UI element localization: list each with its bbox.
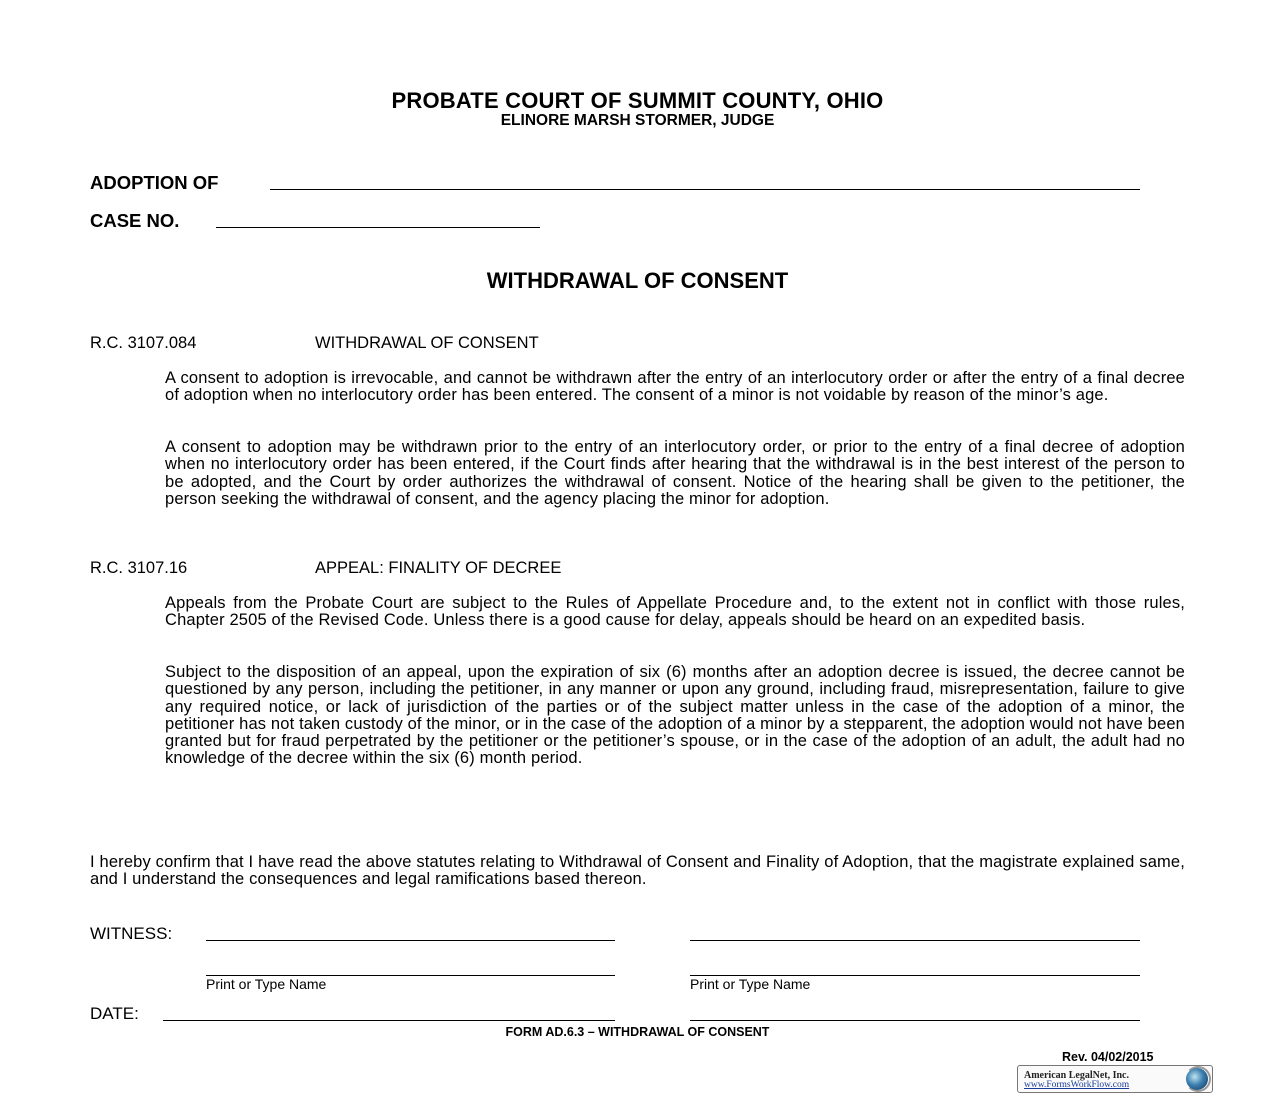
section-paragraph: Subject to the disposition of an appeal, upon the expiration of six (6) months after an adoption decree is issued, the decree cannot be questioned by any person, including the petitioner, in any manner or upon any ground, including fraud, misrepresentation, failure to give any required notice, or lack of jurisdiction of the parties or of the subject matter unless in the case of the adoption of a minor, the petitioner has not taken custody of the minor, or in the case of the adoption of a minor by a stepparent, the adoption would not have been granted but for fraud perpetrated by the petitioner or the petitioner’s spouse, or in the case of the adoption of an adult, the adult had no knowledge of the decree within the six (6) month period. — [165, 663, 1185, 768]
judge-name: ELINORE MARSH STORMER, JUDGE — [500, 112, 775, 129]
section-code: R.C. 3107.084 — [90, 334, 197, 352]
section-paragraph: A consent to adoption is irrevocable, and cannot be withdrawn after the entry of an interlocutory order or after the entry of a final decree of adoption when no interlocutory order has been entered. The consent of a minor is not voidable by reason of the minor’s age. — [165, 369, 1185, 405]
revision-date: Rev. 04/02/2015 — [1062, 1050, 1154, 1064]
adoption-of-field[interactable] — [270, 189, 1140, 190]
logo-url[interactable]: www.FormsWorkFlow.com — [1024, 1080, 1130, 1090]
date-label: DATE: — [90, 1004, 139, 1023]
adoption-of-label: ADOPTION OF — [90, 172, 219, 193]
section-paragraph: A consent to adoption may be withdrawn prior to the entry of an interlocutory order, or prior to the entry of a final decree of adoption when no interlocutory order has been entered, if the Court finds after hearing that the withdrawal is in the best interest of the person to be adopted, and the Court by order authorizes the withdrawal of consent. Notice of the hearing shall be given to the petitioner, the person seeking the withdrawal of consent, and the agency placing the minor for adoption. — [165, 438, 1185, 508]
print-name-label: Print or Type Name — [690, 976, 811, 992]
form-id: FORM AD.6.3 – WITHDRAWAL OF CONSENT — [505, 1025, 770, 1039]
court-name: PROBATE COURT OF SUMMIT COUNTY, OHIO — [391, 88, 884, 113]
logo-company-name: American LegalNet, Inc. — [1024, 1070, 1129, 1081]
section-code: R.C. 3107.16 — [90, 559, 188, 577]
witness-signature-line[interactable] — [206, 940, 615, 941]
form-title: WITHDRAWAL OF CONSENT — [486, 268, 789, 293]
american-legalnet-logo[interactable] — [1017, 1065, 1213, 1093]
globe-icon — [1186, 1068, 1208, 1090]
section-title: APPEAL: FINALITY OF DECREE — [315, 559, 562, 577]
witness-label: WITNESS: — [90, 924, 173, 943]
signer-signature-line[interactable] — [690, 940, 1140, 941]
witness-date-line[interactable] — [163, 1020, 615, 1021]
case-no-label: CASE NO. — [90, 210, 180, 231]
confirmation-statement: I hereby confirm that I have read the above statutes relating to Withdrawal of Consent and Finality of Adoption, that the magistrate explained same, and I understand the consequences and legal ramifications based thereon. — [90, 853, 1185, 889]
section-title: WITHDRAWAL OF CONSENT — [315, 334, 539, 352]
section-paragraph: Appeals from the Probate Court are subject to the Rules of Appellate Procedure and, to the extent not in conflict with those rules, Chapter 2505 of the Revised Code. Unless there is a good cause for delay, appeals should be heard on an expedited basis. — [165, 594, 1185, 630]
print-name-label: Print or Type Name — [206, 976, 327, 992]
signer-date-line[interactable] — [690, 1020, 1140, 1021]
case-no-field[interactable] — [216, 227, 540, 228]
